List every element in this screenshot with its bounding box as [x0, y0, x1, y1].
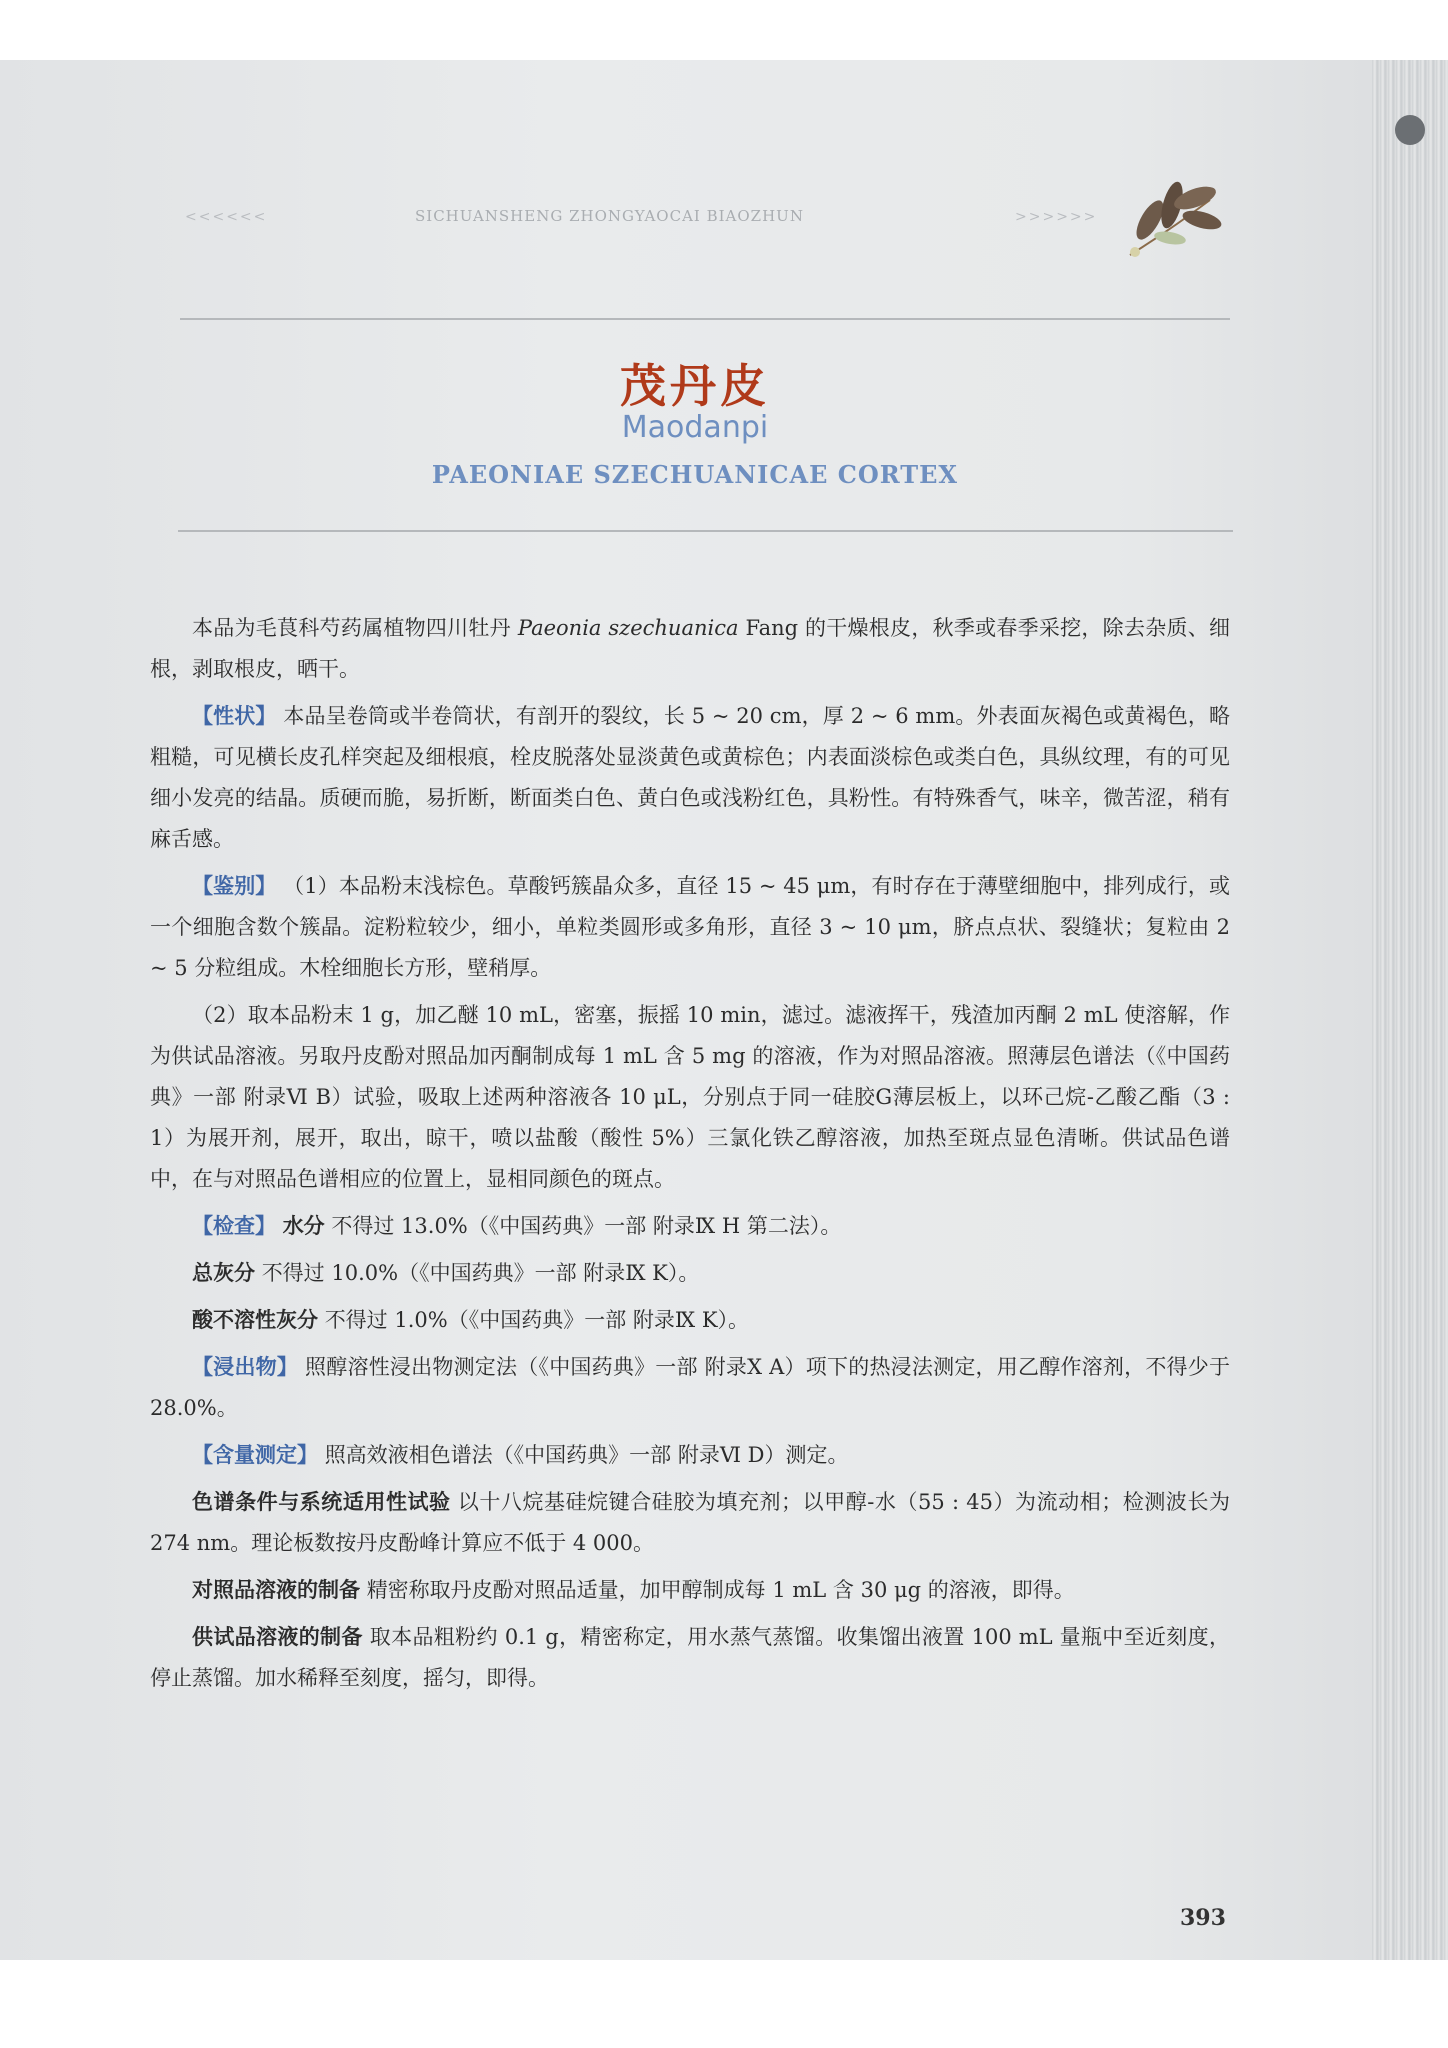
inspection-moisture: 【检查】 水分 不得过 13.0%（《中国药典》一部 附录Ⅸ H 第二法）。 — [192, 1214, 842, 1238]
section-tag-extract: 【浸出物】 — [192, 1355, 299, 1379]
species-name: Paeonia szechuanica — [517, 616, 739, 640]
assay-sample: 供试品溶液的制备 取本品粗粉约 0.1 g，精密称定，用水蒸气蒸馏。收集馏出液置 100 mL 量瓶中至近刻度，停止蒸馏。加水稀释至刻度，摇匀，即得。 — [150, 1625, 1230, 1690]
section-tag-inspection: 【检查】 — [192, 1214, 276, 1238]
acid-ash-label: 酸不溶性灰分 — [192, 1308, 318, 1332]
title-rule-bottom — [178, 530, 1233, 532]
title-pinyin: Maodanpi — [621, 410, 769, 445]
header-arrows-right: >>>>>> — [1015, 209, 1098, 225]
moisture-label: 水分 — [282, 1214, 325, 1238]
title-latin: PAEONIAE SZECHUANICAE CORTEX — [431, 460, 959, 489]
description-paragraph: 【性状】 本品呈卷筒或半卷筒状，有剖开的裂纹，长 5 ~ 20 cm，厚 2 ~ 6 mm。外表面灰褐色或黄褐色，略粗糙，可见横长皮孔样突起及细根痕，栓皮脱落处显淡黄色或黄棕色；内表面淡棕色或类白色，具纵纹理，有的可见细小发亮的结晶。质硬而脆，易折断，断面类白色、黄白色或浅粉红色，具粉性。有特殊香气，味辛，微苦涩，稍有麻舌感。 — [150, 704, 1230, 851]
section-tag-assay: 【含量测定】 — [192, 1443, 318, 1467]
monograph-body — [150, 608, 1230, 1705]
section-tag-identification: 【鉴别】 — [192, 874, 277, 898]
inspection-ash: 总灰分 不得过 10.0%（《中国药典》一部 附录Ⅸ K）。 — [192, 1261, 700, 1285]
running-title: SICHUANSHENG ZHONGYAOCAI BIAOZHUN — [415, 207, 804, 225]
reference-label: 对照品溶液的制备 — [192, 1578, 360, 1602]
sample-label: 供试品溶液的制备 — [192, 1625, 363, 1649]
extract-paragraph: 【浸出物】 照醇溶性浸出物测定法（《中国药典》一部 附录Ⅹ A）项下的热浸法测定，用乙醇作溶剂，不得少于 28.0%。 — [150, 1355, 1231, 1420]
ash-label: 总灰分 — [192, 1261, 255, 1285]
conditions-label: 色谱条件与系统适用性试验 — [192, 1490, 451, 1514]
assay-conditions: 色谱条件与系统适用性试验 以十八烷基硅烷键合硅胶为填充剂；以甲醇-水（55 : 45）为流动相；检测波长为 274 nm。理论板数按丹皮酚峰计算应不低于 4 000。 — [150, 1490, 1230, 1555]
leaf-ornament-icon — [1110, 160, 1230, 270]
identification-paragraph-2: （2）取本品粉末 1 g，加乙醚 10 mL，密塞，振摇 10 min，滤过。滤液挥干，残渣加丙酮 2 mL 使溶解，作为供试品溶液。另取丹皮酚对照品加丙酮制成每 1 mL 含 5 mg 的溶液，作为对照品溶液。照薄层色谱法（《中国药典》一部 附录Ⅵ B）试验，吸取上述两种溶液各 10 μL，分别点于同一硅胶G薄层板上，以环己烷-乙酸乙酯（3 : 1）为展开剂，展开，取出，晾干，喷以盐酸（酸性 5%）三氯化铁乙醇溶液，加热至斑点显色清晰。供试品色谱中，在与对照品色谱相应的位置上，显相同颜色的斑点。 — [150, 1003, 1230, 1191]
header-arrows-left: <<<<<< — [185, 209, 268, 225]
page-stack-edge — [1372, 60, 1448, 1960]
title-rule-top — [180, 318, 1230, 320]
page-number: 393 — [1180, 1905, 1226, 1931]
page-photo — [0, 60, 1448, 1960]
identification-paragraph-1: 【鉴别】 （1）本品粉末浅棕色。草酸钙簇晶众多，直径 15 ~ 45 μm，有时存在于薄壁细胞中，排列成行，或一个细胞含数个簇晶。淀粉粒较少，细小，单粒类圆形或多角形，直径 3 ~ 10 μm，脐点点状、裂缝状；复粒由 2 ~ 5 分粒组成。木栓细胞长方形，壁稍厚。 — [150, 874, 1230, 980]
page-tab-marker — [1395, 115, 1425, 145]
assay-reference: 对照品溶液的制备 精密称取丹皮酚对照品适量，加甲醇制成每 1 mL 含 30 μg 的溶液，即得。 — [192, 1578, 1075, 1602]
section-tag-description: 【性状】 — [192, 704, 277, 728]
page-title: 茂丹皮 — [620, 359, 770, 413]
intro-paragraph: 本品为毛茛科芍药属植物四川牡丹 Paeonia szechuanica Fang 的干燥根皮，秋季或春季采挖，除去杂质、细根，剥取根皮，晒干。 — [150, 616, 1230, 681]
inspection-acid-ash: 酸不溶性灰分 不得过 1.0%（《中国药典》一部 附录Ⅸ K）。 — [192, 1308, 750, 1332]
assay-paragraph: 【含量测定】 照高效液相色谱法（《中国药典》一部 附录Ⅵ D）测定。 — [192, 1443, 849, 1467]
running-header — [185, 205, 1098, 235]
